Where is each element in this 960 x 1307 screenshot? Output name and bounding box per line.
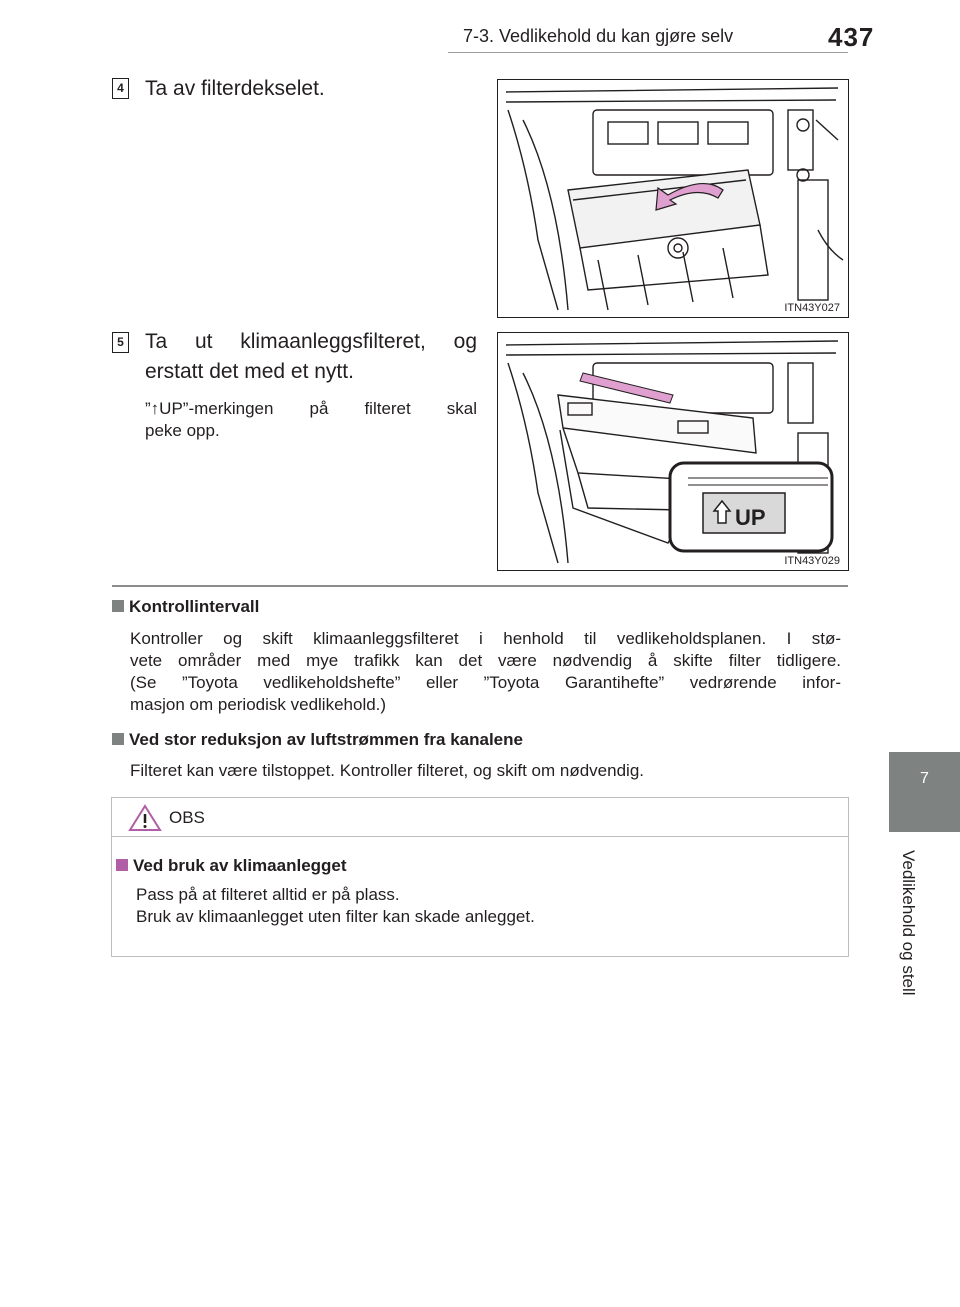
figure-filter-replace [497,332,849,571]
page-number: 437 [828,22,875,52]
insert-arrow [580,373,673,403]
caution-line: Pass på at filteret alltid er på plass. [136,885,400,904]
caution-title: OBS [169,808,205,827]
square-bullet-icon [116,859,128,871]
filter-cover-illustration [498,80,848,317]
step-5-text-line1: Ta ut klimaanleggsfilteret, og [145,330,477,353]
figure-id: ITN43Y027 [784,302,840,314]
chapter-tab [889,752,960,832]
step-5-note-line1: ”↑UP”-merkingen på filteret skal [145,399,477,418]
caution-line: Bruk av klimaanlegget uten filter kan skade anlegget. [136,907,535,926]
figure-id: ITN43Y029 [784,555,840,567]
step-number-5: 5 [112,332,129,353]
step-5-text-line2: erstatt det med et nytt. [145,360,354,383]
paragraph-line: masjon om periodisk vedlikehold.) [130,695,387,714]
step-4-text: Ta av filterdekselet. [145,77,325,100]
figure-filter-cover [497,79,849,318]
chapter-number: 7 [920,770,929,787]
square-bullet-icon [112,600,124,612]
section-divider [112,585,848,587]
header-rule [448,52,848,53]
square-bullet-icon [112,733,124,745]
caution-box [111,797,849,957]
paragraph-line: vete områder med mye trafikk kan det være nødvendig å skifte filter tidligere. [130,651,841,670]
paragraph-line: Filteret kan være tilstoppet. Kontroller filteret, og skift om nødvendig. [130,761,645,780]
heading-luftstrom: Ved stor reduksjon av luftstrømmen fra kanalene [112,730,523,750]
caution-header [112,798,848,837]
paragraph-line: (Se ”Toyota vedlikeholdshefte” eller ”Toyota Garantihefte” vedrørende infor- [130,673,841,692]
paragraph-line: Kontroller og skift klimaanleggsfilteret i henhold til vedlikeholdsplanen. I stø- [130,629,841,648]
chapter-title: Vedlikehold og stell [899,850,918,996]
step-number-4: 4 [112,78,129,99]
up-label: UP [735,505,766,530]
filter-replace-illustration [498,333,848,570]
section-title: 7-3. Vedlikehold du kan gjøre selv [463,26,734,46]
caution-heading: Ved bruk av klimaanlegget [116,856,347,876]
heading-kontrollintervall: Kontrollintervall [112,597,259,617]
step-5-note-line2: peke opp. [145,421,220,440]
warning-triangle-icon [128,804,162,832]
